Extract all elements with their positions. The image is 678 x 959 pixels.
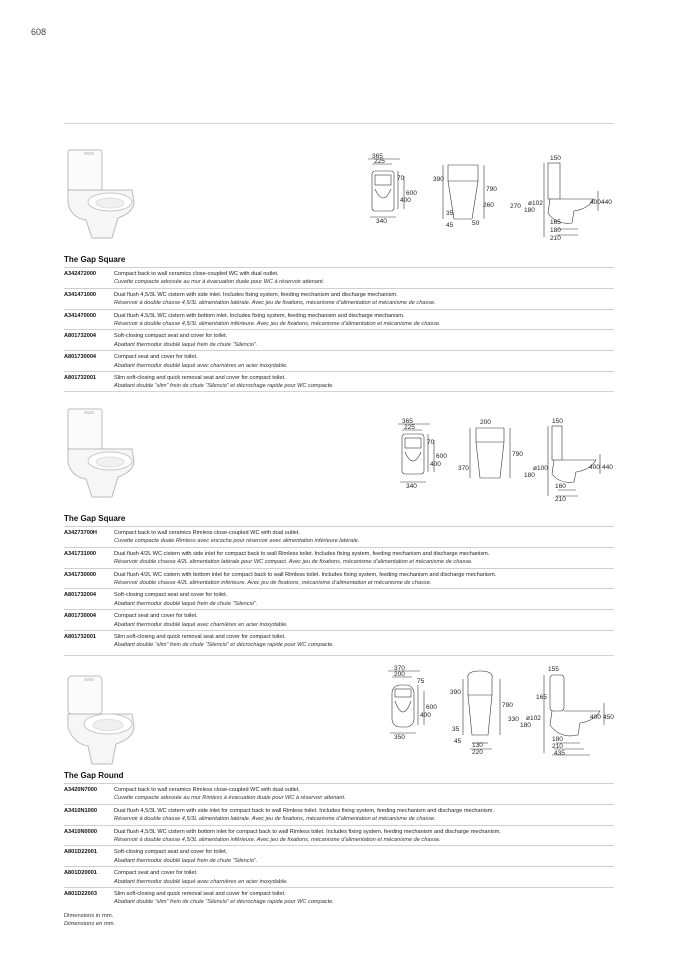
product-description: Dual flush 4/2L WC cistern with side inlet for compact back to wall Rimless toilet. Includes fixing system, feeding mechanism and discharge mechanism. [114,550,490,557]
table-row [64,547,614,568]
product-description-fr: Réservoir à double chasse 4,5/3L alimentation latérale. Avec jeu de fixations, mécanisme d’alimentation et mécanisme de chasse. [114,300,436,307]
footer-text-fr: Dimensions en mm. [64,920,116,927]
dim-label: 210 [552,743,563,750]
dim-label: 400 [430,461,441,468]
table-row [64,846,614,867]
product-code: A801730004 [64,610,114,631]
dim-label: 440 [602,464,613,471]
dim-label: 50 [472,220,480,227]
section-title: The Gap Round [64,771,124,780]
product-description-fr: Abattant thermodur doublé laqué avec charnières en acier inoxydable. [114,621,288,628]
dim-label: 45 [446,222,454,229]
dim-label: 35 [446,210,454,217]
product-code: A801732004 [64,330,114,351]
dim-label: 260 [483,202,494,209]
dim-label: 600 [426,704,437,711]
product-description: Dual flush 4,5/3L WC cistern with side inlet. Includes fixing system, feeding mechanism and discharge mechanism. [114,291,398,298]
product-description-fr: Cuvette compacte duale Rimless avec encoche pour réservoir avec alimentation inférieure latérale. [114,538,360,545]
dim-label: 340 [406,483,417,490]
dim-label: 400 [420,712,431,719]
dim-label: ø100 [533,465,548,472]
product-code: A801732001 [64,372,114,392]
dim-label: 400 [590,714,601,721]
product-description: Compact back to wall ceramics Rimless close-coupled WC with dual outlet. [114,787,300,793]
product-code: A3410N0000 [64,825,114,846]
product-description: Compact seat and cover for toilet. [114,354,198,361]
table-row [64,330,614,351]
table-row [64,309,614,330]
table-row [64,784,614,805]
product-description: Soft-closing compact seat and cover for toilet. [114,333,228,340]
table-row [64,631,614,651]
product-code: A801730004 [64,351,114,372]
product-description: Compact seat and cover for toilet. [114,613,198,620]
product-description-fr: Abattant double “slim” frein de chute “Silencio” et décrochage rapide pour WC compacte. [114,899,334,906]
product-description-fr: Réservoir à double chasse 4,5/3L alimentation inférieure. Avec jeu de fixations, mécanisme d’alimentation et mécanisme de chasse. [114,837,441,844]
toilet-round-photo [62,672,140,772]
toilet-square-photo [62,146,140,246]
dim-label: 180 [524,472,535,479]
product-description-fr: Abattant thermodur doublé laqué frein de chute “Silencio”. [114,600,258,607]
product-description: Compact back to wall ceramics Rimless close-coupled WC with dual outlet. [114,530,300,536]
table-row [64,568,614,589]
dim-label: 400 [590,199,601,206]
product-description: Soft-closing compact seat and cover for toilet. [114,592,228,599]
dim-label: 70 [427,439,435,446]
top-divider [64,123,614,124]
product-description: Compact back to wall ceramics close-coupled WC with dual outlet. [114,271,279,277]
dim-label: 370 [394,665,405,672]
product-description-fr: Réservoir double chasse 4/2L alimentation inférieure. Avec jeu de fixations, mécanisme d’alimentation et mécanisme de chasse. [114,580,432,587]
dim-label: 210 [555,496,566,502]
product-description: Slim soft-closing and quick removal seat and cover for compact toilet. [114,634,286,641]
product-description-fr: Abattant thermodur doublé laqué avec charnières en acier inoxydable. [114,362,288,369]
product-description: Dual flush 4,5/3L WC cistern with side inlet for compact back to wall Rimless toilet. Includes fixing system, feeding mechanism and discharge mechanism. [114,807,495,814]
dim-label: 70 [397,175,405,182]
product-code: A801732004 [64,589,114,610]
dim-label: 330 [508,716,519,723]
dim-label: 130 [472,742,483,749]
dim-label: 220 [472,749,483,756]
product-description: Compact seat and cover for toilet. [114,870,198,877]
product-code: A341730000 [64,568,114,589]
table-row [64,867,614,888]
dim-label: 790 [512,451,523,458]
dim-label: 180 [520,722,531,729]
product-description-fr: Réservoir à double chasse 4,5/3L alimentation latérale. Avec jeu de fixations, mécanisme d’alimentation et mécanisme de chasse. [114,816,436,823]
dim-label: 390 [433,176,444,183]
dim-label: 225 [374,158,385,165]
dim-label: 600 [406,190,417,197]
section-title: The Gap Square [64,255,126,264]
product-description: Dual flush 4,5/3L WC cistern with bottom inlet for compact back to wall Rimless toilet. Includes fixing system, feeding mechanism and discharge mechanism. [114,828,501,835]
dim-label: 270 [510,203,521,210]
table-row [64,268,614,289]
dim-label: 350 [394,734,405,741]
product-code: A341731000 [64,547,114,568]
product-code: A3420N7000 [64,784,114,805]
table-row [64,825,614,846]
product-description-fr: Cuvette compacte adossée au mur Rimless à évacuation duale pour WC à réservoir attenant. [114,795,346,802]
product-description-fr: Abattant thermodur doublé laqué frein de chute “Silencio”. [114,857,258,864]
product-table [64,267,614,392]
product-code: A801D22001 [64,846,114,867]
dim-label: 180 [524,207,535,214]
dim-label: ø102 [528,200,543,207]
dim-label: 160 [555,483,566,490]
table-row [64,527,614,548]
dim-label: 790 [502,702,513,709]
dim-label: 150 [550,155,561,162]
dim-label: 45 [454,738,462,745]
dim-label: 340 [376,218,387,225]
table-row [64,372,614,392]
dim-label: 365 [372,153,383,160]
technical-drawings [392,416,617,502]
dim-label: 370 [458,465,469,472]
dim-label: 440 [601,199,612,206]
dim-label: 165 [536,694,547,701]
table-row [64,351,614,372]
table-row [64,888,614,908]
product-description-fr: Réservoir double chasse 4/2L alimentation latérale pour WC compact. Avec jeu de fixations, mécanisme d’alimentation et mécanisme de chasse. [114,559,473,566]
dim-label: 600 [436,453,447,460]
dim-label: 210 [550,235,561,242]
dim-label: 165 [550,219,561,226]
dim-label: 435 [554,750,565,757]
product-code: A342472000 [64,268,114,289]
dim-label: 75 [417,678,425,685]
product-description-fr: Abattant thermodur doublé laqué avec charnières en acier inoxydable. [114,878,288,885]
dim-label: 200 [480,419,491,426]
product-description: Soft-closing compact seat and cover for toilet. [114,849,228,856]
table-row [64,589,614,610]
dim-label: 390 [450,689,461,696]
product-code: A801D20001 [64,867,114,888]
dim-label: 35 [452,726,460,733]
product-description: Dual flush 4/2L WC cistern with bottom inlet for compact back to wall Rimless toilet. Includes fixing system, feeding mechanism and discharge mechanism. [114,571,497,578]
technical-drawings [360,151,615,243]
product-description: Dual flush 4,5/3L WC cistern with bottom inlet. Includes fixing system, feeding mechanism and discharge mechanism. [114,312,405,319]
product-code: A3410N1000 [64,804,114,825]
product-description-fr: Cuvette compacte adossée au mur à évacuation duale pour WC à réservoir attenant. [114,279,325,286]
dim-label: 225 [404,424,415,431]
dim-label: 150 [552,418,563,425]
section-title: The Gap Square [64,514,126,523]
dim-label: 180 [552,736,563,743]
dim-label: 180 [550,227,561,234]
page-number: 608 [31,27,47,37]
dim-label: 365 [402,418,413,425]
dim-label: 450 [603,714,614,721]
product-description-fr: Abattant double “slim” frein de chute “Silencio” et décrochage rapide pour WC compacte. [114,383,334,390]
product-description-fr: Abattant thermodur doublé laqué frein de chute “Silencio”. [114,341,258,348]
product-table [64,526,614,651]
section-divider [64,655,614,656]
product-table [64,783,614,908]
dim-label: 790 [486,186,497,193]
dim-label: 155 [548,666,559,673]
product-code: A341470000 [64,309,114,330]
product-description-fr: Abattant double “slim” frein de chute “Silencio” et décrochage rapide pour WC compacte. [114,642,334,649]
product-description: Slim soft-closing and quick removal seat and cover for compact toilet. [114,891,286,898]
product-code: A801732001 [64,631,114,651]
footer-note [64,913,115,928]
product-description-fr: Réservoir à double chasse 4,5/3L alimentation inférieure. Avec jeu de fixations, mécanisme d’alimentation et mécanisme de chasse. [114,321,441,328]
dim-label: 200 [394,671,405,678]
product-description: Slim soft-closing and quick removal seat and cover for compact toilet. [114,375,286,382]
product-code: A34273700H [64,527,114,548]
footer-text: Dimensions in mm. [64,913,114,919]
table-row [64,610,614,631]
dim-label: 400 [589,464,600,471]
dim-label: ø102 [526,715,541,722]
technical-drawings [380,663,617,759]
table-row [64,288,614,309]
dim-label: 400 [400,197,411,204]
product-code: A801D22003 [64,888,114,908]
product-code: A341471000 [64,288,114,309]
table-row [64,804,614,825]
toilet-square-rimless-photo [62,405,140,505]
